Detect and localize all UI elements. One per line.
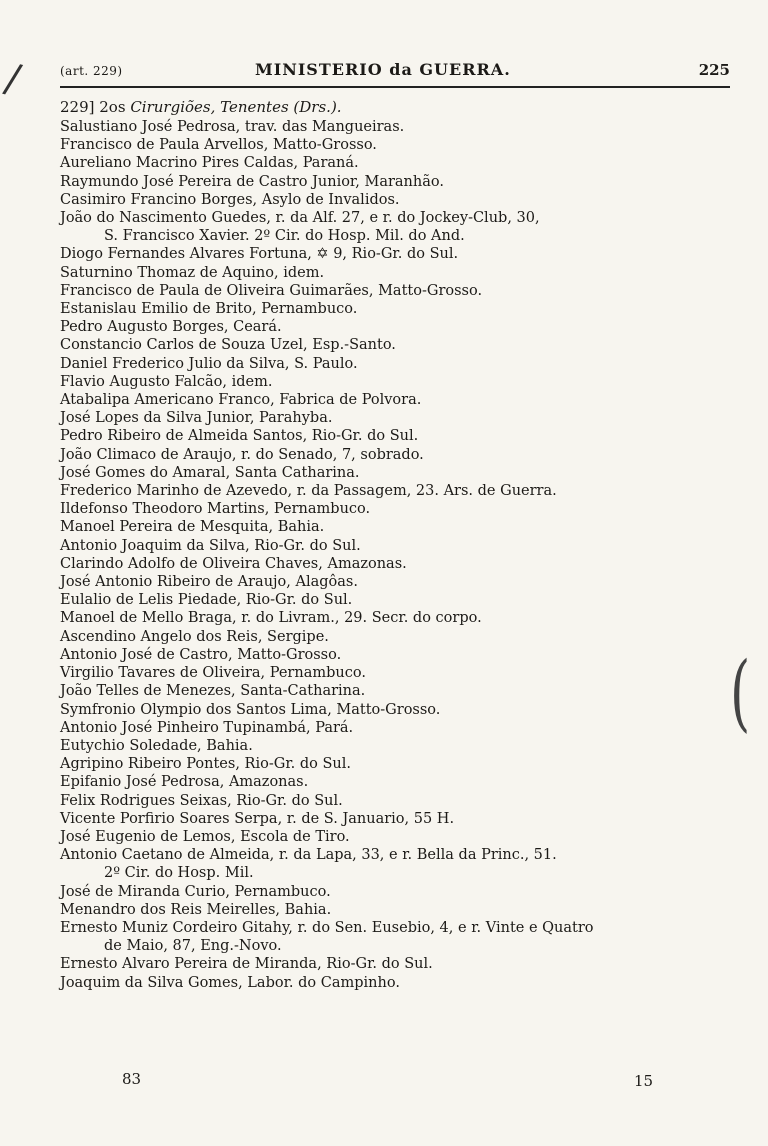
list-item: 2º Cir. do Hosp. Mil. (104, 865, 254, 882)
sheet-number: 15 (634, 1072, 654, 1090)
list-item: Joaquim da Silva Gomes, Labor. do Campinho. (60, 974, 400, 991)
list-item: João do Nascimento Guedes, r. da Alf. 27, e r. do Jockey-Club, 30, (60, 210, 540, 227)
list-item: José Lopes da Silva Junior, Parahyba. (60, 410, 333, 427)
list-item: João Climaco de Araujo, r. do Senado, 7, sobrado. (60, 446, 424, 463)
list-item: Daniel Frederico Julio da Silva, S. Paulo. (60, 355, 358, 372)
section-heading (60, 98, 342, 116)
list-item: José de Miranda Curio, Pernambuco. (60, 883, 331, 900)
page-title: MINISTERIO da GUERRA. (255, 60, 511, 79)
list-item: Antonio José Pinheiro Tupinambá, Pará. (60, 719, 354, 736)
running-header (60, 60, 730, 84)
list-item: Virgilio Tavares de Oliveira, Pernambuco. (60, 665, 366, 682)
list-item: Casimiro Francino Borges, Asylo de Invalidos. (60, 191, 400, 208)
list-item: Ernesto Muniz Cordeiro Gitahy, r. do Sen. Eusebio, 4, e r. Vinte e Quatro (60, 919, 594, 936)
list-item: de Maio, 87, Eng.-Novo. (104, 938, 282, 955)
list-item: Ascendino Angelo dos Reis, Sergipe. (60, 628, 329, 645)
list-item: Clarindo Adolfo de Oliveira Chaves, Amazonas. (60, 555, 407, 572)
list-item: Vicente Porfirio Soares Serpa, r. de S. Januario, 55 H. (60, 810, 455, 827)
header-rule (60, 86, 730, 88)
list-item: Aureliano Macrino Pires Caldas, Paraná. (60, 155, 359, 172)
signature-mark: 83 (122, 1070, 142, 1088)
list-item: João Telles de Menezes, Santa-Catharina. (60, 683, 366, 700)
list-item: Eulalio de Lelis Piedade, Rio-Gr. do Sul. (60, 592, 353, 609)
list-item: José Eugenio de Lemos, Escola de Tiro. (60, 828, 350, 845)
list-item: Atabalipa Americano Franco, Fabrica de Polvora. (60, 392, 422, 409)
list-item: Estanislau Emilio de Brito, Pernambuco. (60, 301, 358, 318)
list-item: Pedro Ribeiro de Almeida Santos, Rio-Gr. do Sul. (60, 428, 419, 445)
list-item: Francisco de Paula de Oliveira Guimarães, Matto-Grosso. (60, 282, 483, 299)
list-item: Antonio Caetano de Almeida, r. da Lapa, 33, e r. Bella da Princ., 51. (60, 847, 557, 864)
list-item: Manoel Pereira de Mesquita, Bahia. (60, 519, 325, 536)
list-item: Flavio Augusto Falcão, idem. (60, 373, 273, 390)
list-item: Diogo Fernandes Alvares Fortuna, ✡ 9, Rio-Gr. do Sul. (60, 246, 459, 263)
list-item: Antonio Joaquim da Silva, Rio-Gr. do Sul. (60, 537, 361, 554)
margin-pencil-mark: / (0, 55, 25, 103)
list-item: Felix Rodrigues Seixas, Rio-Gr. do Sul. (60, 792, 343, 809)
list-item: Pedro Augusto Borges, Ceará. (60, 319, 282, 336)
list-item: Eutychio Soledade, Bahia. (60, 737, 253, 754)
list-item: Agripino Ribeiro Pontes, Rio-Gr. do Sul. (60, 756, 352, 773)
list-item: José Gomes do Amaral, Santa Catharina. (60, 464, 360, 481)
article-reference: (art. 229) (60, 64, 123, 78)
page-number: 225 (698, 61, 730, 79)
section-title: Cirurgiões, Tenentes (Drs.). (130, 98, 342, 116)
list-item: Ernesto Alvaro Pereira de Miranda, Rio-Gr. do Sul. (60, 956, 433, 973)
list-item: Antonio José de Castro, Matto-Grosso. (60, 646, 342, 663)
list-item: Epifanio José Pedrosa, Amazonas. (60, 774, 309, 791)
roster-list (60, 118, 730, 992)
list-item: Salustiano José Pedrosa, trav. das Mangueiras. (60, 119, 405, 135)
list-item: Manoel de Mello Braga, r. do Livram., 29. Secr. do corpo. (60, 610, 482, 627)
list-item: Menandro dos Reis Meirelles, Bahia. (60, 901, 332, 918)
list-item: Constancio Carlos de Souza Uzel, Esp.-Santo. (60, 337, 396, 354)
list-item: Frederico Marinho de Azevedo, r. da Passagem, 23. Ars. de Guerra. (60, 483, 557, 500)
list-item: Raymundo José Pereira de Castro Junior, Maranhão. (60, 173, 444, 190)
section-rank: 2os (99, 98, 126, 116)
margin-bracket-mark: ( (730, 646, 751, 742)
list-item: Symfronio Olympio dos Santos Lima, Matto-Grosso. (60, 701, 441, 718)
list-item: Ildefonso Theodoro Martins, Pernambuco. (60, 501, 371, 518)
list-item: Francisco de Paula Arvellos, Matto-Grosso. (60, 137, 377, 154)
section-number: 229] (60, 98, 95, 116)
list-item: S. Francisco Xavier. 2º Cir. do Hosp. Mil. do And. (104, 228, 465, 245)
list-item: Saturnino Thomaz de Aquino, idem. (60, 264, 325, 281)
list-item: José Antonio Ribeiro de Araujo, Alagôas. (60, 574, 358, 591)
